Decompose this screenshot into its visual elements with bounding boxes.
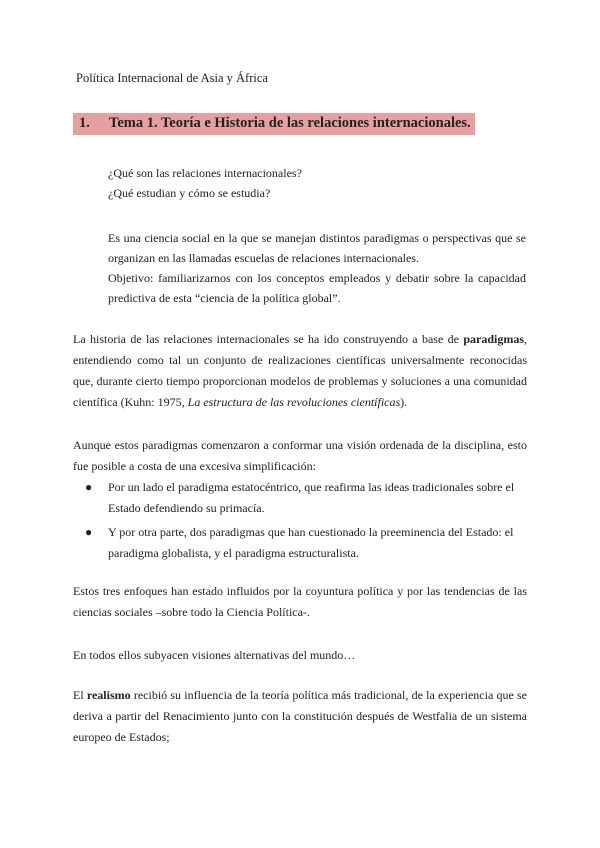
topic-number: 1.: [79, 115, 90, 131]
realism-before: El: [73, 688, 87, 702]
realism-after: recibió su influencia de la teoría política más tradicional, de la experiencia que se deriva a partir del Renacimiento junto con la constitución después de Westfalia de un sistema europeo de Estados;: [73, 688, 527, 744]
paradigms-list: [85, 477, 527, 564]
history-before: La historia de las relaciones internacionales se ha ido construyendo a base de: [73, 332, 464, 346]
bullet-icon: ●: [85, 525, 93, 539]
visions-paragraph: En todos ellos subyacen visiones alternativas del mundo…: [73, 648, 356, 662]
realism-paragraph: [73, 685, 527, 748]
definition-text: Es una ciencia social en la que se manejan distintos paradigmas o perspectivas que se organizan en las llamadas escuelas de relaciones internacionales.: [108, 231, 526, 265]
history-after: , entendiendo como tal un conjunto de realizaciones científicas universalmente reconocidas que, durante cierto tiempo proporcionan modelos de problemas y soluciones a una comunidad científica (Kuhn: 1975,: [73, 332, 527, 409]
question-2: ¿Qué estudian y cómo se estudia?: [108, 186, 271, 200]
question-1: ¿Qué son las relaciones internacionales?: [108, 166, 302, 180]
realism-keyword: realismo: [86, 688, 131, 702]
history-end: ).: [400, 395, 408, 409]
list-item: [85, 477, 527, 519]
topic-heading: [73, 113, 475, 135]
questions-block: [108, 163, 526, 203]
list-item: [85, 522, 527, 564]
objective-text: Objetivo: familiarizarnos con los conceptos empleados y debatir sobre la capacidad predictiva de esta “ciencia de la política global”.: [108, 271, 526, 305]
bullet-icon: ●: [85, 480, 93, 494]
approaches-paragraph: Estos tres enfoques han estado influidos por la coyuntura política y por las tendencias de las ciencias sociales –sobre todo la Ciencia Política-.: [73, 584, 527, 619]
history-book-title: La estructura de las revoluciones científicas: [187, 395, 401, 409]
list-item-text: Por un lado el paradigma estatocéntrico, que reafirma las ideas tradicionales sobre el Estado defendiendo su primacía.: [108, 480, 515, 515]
history-paragraph: [73, 329, 527, 413]
history-keyword: paradigmas: [463, 332, 524, 346]
subject-header: Política Internacional de Asia y África: [76, 71, 268, 85]
topic-title: Tema 1. Teoría e Historia de las relaciones internacionales.: [109, 115, 471, 131]
definition-block: [108, 228, 526, 308]
list-item-text: Y por otra parte, dos paradigmas que han cuestionado la preeminencia del Estado: el paradigma globalista, y el paradigma estructuralista.: [108, 525, 514, 560]
paradigms-intro: Aunque estos paradigmas comenzaron a conformar una visión ordenada de la disciplina, esto fue posible a costa de una excesiva simplificación:: [73, 438, 527, 473]
